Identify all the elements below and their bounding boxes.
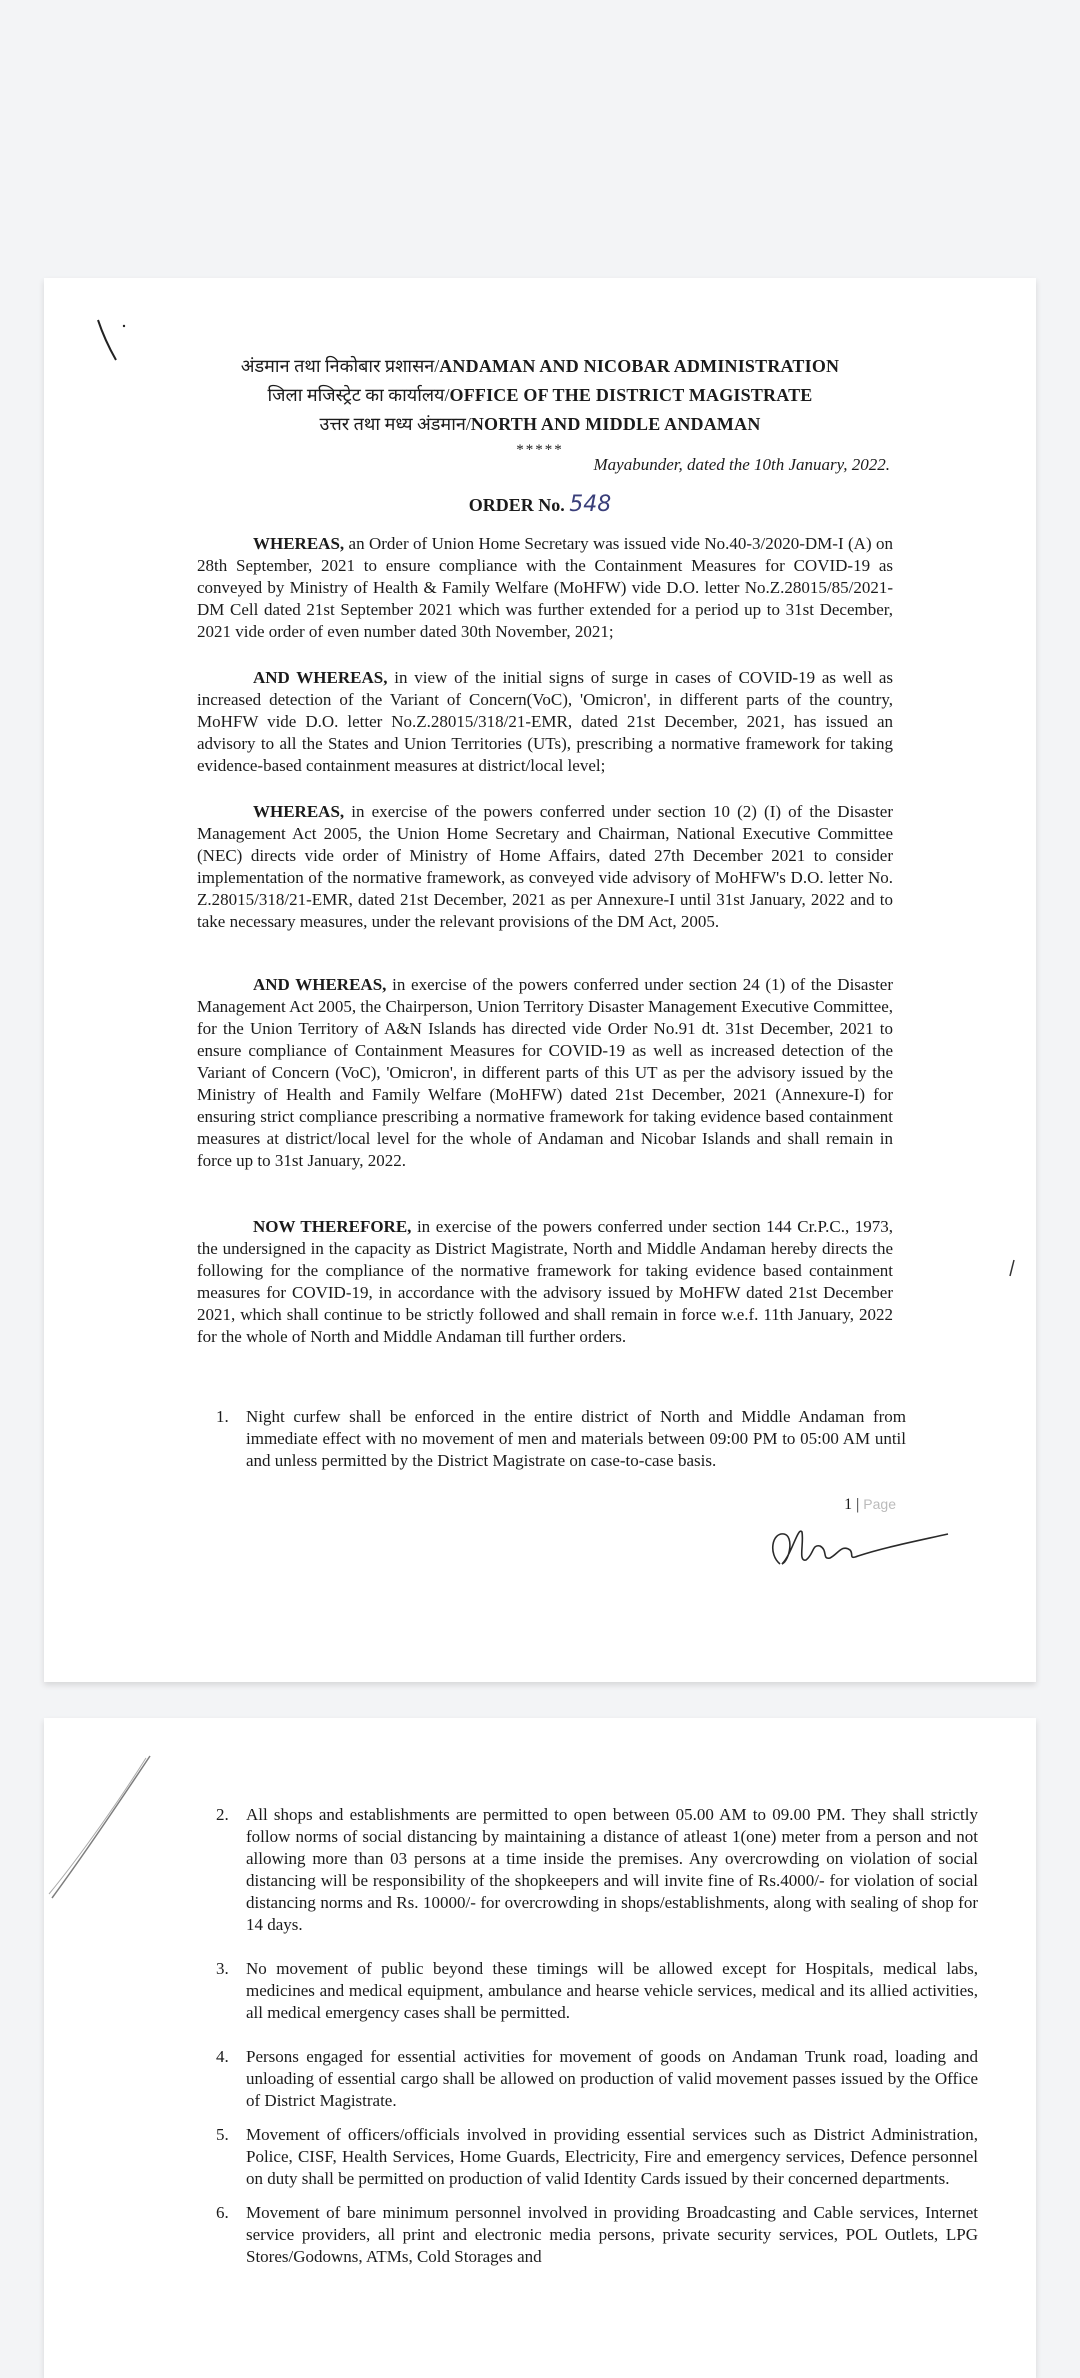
preamble-paragraph: AND WHEREAS, in view of the initial signs of surge in cases of COVID-19 as well as increased detection of the Variant of Concern(VoC), 'Omicron', in different parts of the country, MoHFW vide D.O. letter No.Z.28015/318/21-EMR, dated 21st December, 2021, has issued an advisory to all the States and Union Territories (UTs), prescribing a normative framework for taking evidence-based containment measures at district/local level; — [197, 668, 893, 775]
operative-paragraph: NOW THEREFORE, in exercise of the powers conferred under section 144 Cr.P.C., 1973, the undersigned in the capacity as District Magistrate, North and Middle Andaman hereby directs the following for the compliance of the normative framework for taking evidence based containment measures for COVID-19, in accordance with the advisory issued by MoHFW dated 21st December 2021, which shall continue to be strictly followed and shall remain in force w.e.f. 11th January, 2022 for the whole of North and Middle Andaman till further orders. — [197, 1217, 893, 1346]
signature-mark — [762, 1514, 952, 1580]
order-number: 548 — [569, 492, 612, 517]
dateline: Mayabunder, dated the 10th January, 2022. — [593, 455, 890, 474]
directive-list — [216, 1406, 906, 1472]
list-item: 2. All shops and establishments are permitted to open between 05.00 AM to 09.00 PM. They shall strictly follow norms of social distancing by maintaining a distance of atleast 1(one) meter from a person and not allowing more than 03 persons at a time inside the premises. Any overcrowding on violation of social distancing will be responsibility of the shopkeepers and will invite fine of Rs.4000/- for violation of social distancing norms and Rs. 10000/- for overcrowding in shops/establishments, along with sealing of shop for 14 days. — [216, 1805, 978, 1934]
pen-stroke-mark — [1006, 1258, 1018, 1282]
document-page-2 — [44, 1718, 1036, 2378]
list-item: 6. Movement of bare minimum personnel involved in providing Broadcasting and Cable services, Internet service providers, all print and electronic media persons, private security services, POL Outlets, LPG Stores/Godowns, ATMs, Cold Storages and — [216, 2203, 978, 2266]
pen-stroke-mark — [46, 1752, 156, 1902]
list-item: 5. Movement of officers/officials involved in providing essential services such as District Administration, Police, CISF, Health Services, Home Guards, Electricity, Fire and emergency services, Defence personnel on duty shall be permitted on production of valid Identity Cards issued by their concerned departments. — [216, 2125, 978, 2188]
directive-list — [216, 1804, 978, 2268]
preamble-paragraph: AND WHEREAS, in exercise of the powers conferred under section 24 (1) of the Disaster Management Act 2005, the Chairperson, Union Territory Disaster Management Executive Committee, for the Union Territory of A&N Islands has directed vide Order No.91 dt. 31st December, 2021 to ensure compliance of Containment Measures for COVID-19 as well as increased detection of the Variant of Concern (VoC), 'Omicron', in different parts of this UT as per the advisory issued by the Ministry of Health and Family Welfare (MoHFW) dated 21st December, 2021 (Annexure-I) for ensuring strict compliance prescribing a normative framework for taking evidence based containment measures at district/local level for the whole of Andaman and Nicobar Islands and shall remain in force up to 31st January, 2022. — [197, 975, 894, 1170]
list-item: 1. Night curfew shall be enforced in the entire district of North and Middle Andaman from immediate effect with no movement of men and materials between 09:00 PM to 05:00 AM until and unless permitted by the District Magistrate on case-to-case basis. — [216, 1407, 906, 1470]
preamble-paragraph: WHEREAS, an Order of Union Home Secretary was issued vide No.40-3/2020-DM-I (A) on 28th September, 2021 to ensure compliance with the Containment Measures for COVID-19 as conveyed by Ministry of Health & Family Welfare (MoHFW) vide D.O. letter No.Z.28015/85/2021-DM Cell dated 21st September 2021 which was further extended for a period up to 31st December, 2021 vide order of even number dated 30th November, 2021; — [197, 534, 893, 641]
document-page-1 — [44, 278, 1036, 1682]
letterhead — [44, 352, 1036, 439]
header-line-2: जिला मजिस्ट्रेट का कार्यालय/OFFICE OF THE DISTRICT MAGISTRATE — [267, 385, 813, 405]
separator-stars: ***** — [516, 442, 564, 458]
order-title: ORDER No. 548 — [468, 492, 612, 517]
header-line-1: अंडमान तथा निकोबार प्रशासन/ANDAMAN AND NICOBAR ADMINISTRATION — [240, 356, 840, 376]
preamble-paragraph: WHEREAS, in exercise of the powers conferred under section 10 (2) (I) of the Disaster Management Act 2005, the Union Home Secretary and Chairman, National Executive Committee (NEC) directs vide order of Ministry of Home Affairs, dated 27th December 2021 to consider implementation of the normative framework, as conveyed vide advisory of MoHFW's D.O. letter No. Z.28015/318/21-EMR, dated 21st December, 2021 as per Annexure-I until 31st January, 2022 and to take necessary measures, under the relevant provisions of the DM Act, 2005. — [197, 802, 893, 931]
page-number: 1 | Page — [844, 1496, 896, 1513]
list-item: 4. Persons engaged for essential activities for movement of goods on Andaman Trunk road, loading and unloading of essential cargo shall be allowed on production of valid movement passes issued by the Office of District Magistrate. — [216, 2047, 978, 2110]
header-line-3: उत्तर तथा मध्य अंडमान/NORTH AND MIDDLE ANDAMAN — [319, 414, 761, 434]
list-item: 3. No movement of public beyond these timings will be allowed except for Hospitals, medical labs, medicines and medical equipment, ambulance and hearse vehicle services, medical and its allied activities, all medical emergency cases shall be permitted. — [216, 1959, 978, 2022]
